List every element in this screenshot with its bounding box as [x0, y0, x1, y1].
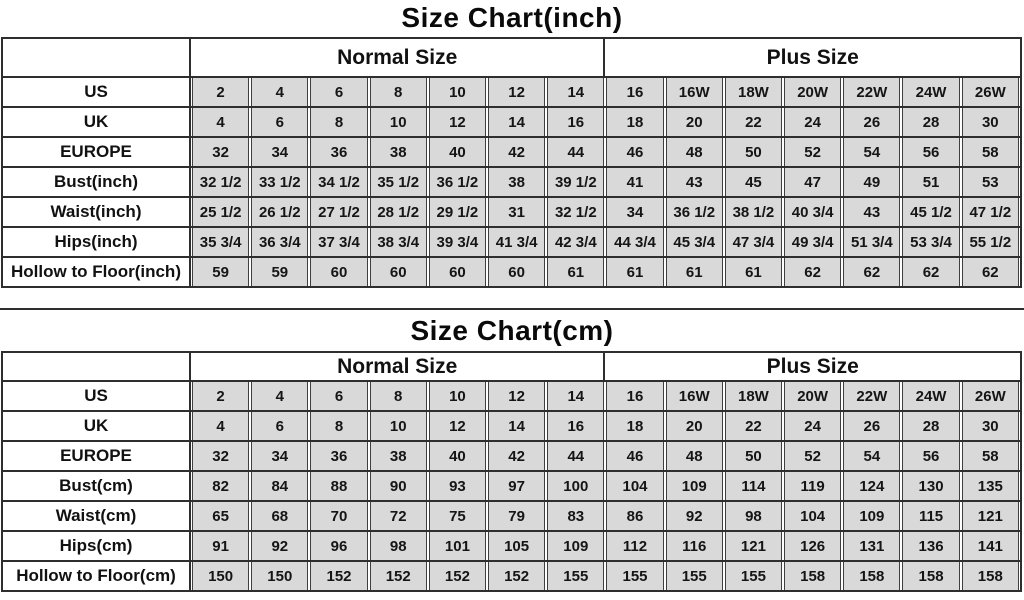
size-cell: 126 — [783, 532, 842, 562]
row-label: Bust(inch) — [3, 168, 191, 198]
size-cell: 18 — [605, 412, 664, 442]
size-cell: 62 — [901, 258, 960, 288]
size-cell: 92 — [665, 502, 724, 532]
size-cell: 47 — [783, 168, 842, 198]
table-row — [3, 108, 1020, 138]
size-cell: 12 — [428, 108, 487, 138]
size-cell: 14 — [487, 108, 546, 138]
group-header-row — [3, 353, 1020, 382]
size-cell: 34 1/2 — [309, 168, 368, 198]
size-cell: 47 1/2 — [961, 198, 1020, 228]
row-label: Waist(inch) — [3, 198, 191, 228]
size-cell: 83 — [546, 502, 605, 532]
size-cell: 100 — [546, 472, 605, 502]
size-cell: 20 — [665, 412, 724, 442]
size-cell: 44 — [546, 442, 605, 472]
size-cell: 22 — [724, 108, 783, 138]
size-cell: 59 — [250, 258, 309, 288]
size-cell: 20W — [783, 382, 842, 412]
size-cell: 135 — [961, 472, 1020, 502]
size-cell: 6 — [250, 412, 309, 442]
size-cell: 47 3/4 — [724, 228, 783, 258]
size-cell: 52 — [783, 442, 842, 472]
size-cell: 112 — [605, 532, 664, 562]
size-cell: 20W — [783, 78, 842, 108]
size-cell: 42 3/4 — [546, 228, 605, 258]
size-cell: 46 — [605, 138, 664, 168]
size-cell: 116 — [665, 532, 724, 562]
size-cell: 16 — [546, 108, 605, 138]
size-cell: 26 — [842, 412, 901, 442]
size-cell: 2 — [191, 78, 250, 108]
size-cell: 60 — [309, 258, 368, 288]
size-cell: 10 — [369, 412, 428, 442]
size-cell: 104 — [605, 472, 664, 502]
size-cell: 72 — [369, 502, 428, 532]
table-row — [3, 258, 1020, 288]
size-cell: 121 — [961, 502, 1020, 532]
size-cell: 38 — [369, 442, 428, 472]
size-cell: 82 — [191, 472, 250, 502]
size-cell: 46 — [605, 442, 664, 472]
size-cell: 155 — [665, 562, 724, 592]
size-cell: 158 — [783, 562, 842, 592]
size-cell: 98 — [724, 502, 783, 532]
size-cell: 150 — [191, 562, 250, 592]
cm-size-table — [1, 351, 1022, 592]
size-cell: 150 — [250, 562, 309, 592]
size-cell: 34 — [250, 442, 309, 472]
size-cell: 24W — [901, 382, 960, 412]
size-cell: 70 — [309, 502, 368, 532]
size-cell: 18 — [605, 108, 664, 138]
size-cell: 32 — [191, 442, 250, 472]
size-cell: 26 — [842, 108, 901, 138]
size-cell: 45 — [724, 168, 783, 198]
size-cell: 61 — [605, 258, 664, 288]
size-cell: 79 — [487, 502, 546, 532]
size-cell: 61 — [724, 258, 783, 288]
row-label: EUROPE — [3, 138, 191, 168]
row-label: Bust(cm) — [3, 472, 191, 502]
row-label: EUROPE — [3, 442, 191, 472]
size-cell: 10 — [369, 108, 428, 138]
inch-chart-title: Size Chart(inch) — [401, 2, 623, 33]
size-cell: 33 1/2 — [250, 168, 309, 198]
size-cell: 14 — [546, 382, 605, 412]
size-cell: 50 — [724, 442, 783, 472]
size-cell: 92 — [250, 532, 309, 562]
size-cell: 98 — [369, 532, 428, 562]
size-cell: 38 3/4 — [369, 228, 428, 258]
size-cell: 68 — [250, 502, 309, 532]
size-cell: 8 — [369, 78, 428, 108]
size-cell: 42 — [487, 442, 546, 472]
row-label: US — [3, 382, 191, 412]
size-cell: 38 1/2 — [724, 198, 783, 228]
size-cell: 55 1/2 — [961, 228, 1020, 258]
row-label: Hips(inch) — [3, 228, 191, 258]
size-cell: 4 — [191, 412, 250, 442]
size-cell: 61 — [546, 258, 605, 288]
row-label: Waist(cm) — [3, 502, 191, 532]
size-cell: 40 — [428, 442, 487, 472]
size-cell: 10 — [428, 78, 487, 108]
size-cell: 26W — [961, 382, 1020, 412]
size-cell: 38 — [369, 138, 428, 168]
size-cell: 4 — [250, 382, 309, 412]
size-cell: 22W — [842, 382, 901, 412]
size-cell: 25 1/2 — [191, 198, 250, 228]
size-cell: 109 — [842, 502, 901, 532]
size-cell: 39 1/2 — [546, 168, 605, 198]
size-cell: 16 — [605, 382, 664, 412]
table-row — [3, 412, 1020, 442]
size-cell: 8 — [309, 108, 368, 138]
size-cell: 152 — [487, 562, 546, 592]
size-cell: 36 — [309, 138, 368, 168]
size-cell: 54 — [842, 442, 901, 472]
size-cell: 41 3/4 — [487, 228, 546, 258]
table-row — [3, 78, 1020, 108]
size-cell: 104 — [783, 502, 842, 532]
size-cell: 24W — [901, 78, 960, 108]
table-row — [3, 532, 1020, 562]
corner-cell — [3, 353, 191, 382]
table-row — [3, 442, 1020, 472]
size-cell: 58 — [961, 138, 1020, 168]
size-cell: 97 — [487, 472, 546, 502]
size-cell: 41 — [605, 168, 664, 198]
row-label: Hollow to Floor(inch) — [3, 258, 191, 288]
row-label: Hips(cm) — [3, 532, 191, 562]
size-cell: 36 3/4 — [250, 228, 309, 258]
size-cell: 136 — [901, 532, 960, 562]
size-cell: 10 — [428, 382, 487, 412]
corner-cell — [3, 39, 191, 78]
size-cell: 56 — [901, 138, 960, 168]
table-row — [3, 382, 1020, 412]
size-cell: 36 1/2 — [665, 198, 724, 228]
size-cell: 16W — [665, 382, 724, 412]
size-cell: 26 1/2 — [250, 198, 309, 228]
table-row — [3, 472, 1020, 502]
size-cell: 24 — [783, 108, 842, 138]
size-cell: 131 — [842, 532, 901, 562]
group-header-plus-size: Plus Size — [605, 39, 1020, 78]
size-cell: 8 — [309, 412, 368, 442]
size-cell: 40 — [428, 138, 487, 168]
size-cell: 75 — [428, 502, 487, 532]
size-cell: 8 — [369, 382, 428, 412]
size-cell: 50 — [724, 138, 783, 168]
size-cell: 51 3/4 — [842, 228, 901, 258]
size-cell: 101 — [428, 532, 487, 562]
row-label: UK — [3, 108, 191, 138]
size-cell: 105 — [487, 532, 546, 562]
table-row — [3, 228, 1020, 258]
size-cell: 59 — [191, 258, 250, 288]
row-label: US — [3, 78, 191, 108]
size-cell: 152 — [309, 562, 368, 592]
size-cell: 29 1/2 — [428, 198, 487, 228]
size-cell: 18W — [724, 78, 783, 108]
size-cell: 45 3/4 — [665, 228, 724, 258]
size-cell: 91 — [191, 532, 250, 562]
group-header-plus-size: Plus Size — [605, 353, 1020, 382]
section-gap — [0, 288, 1024, 308]
size-cell: 38 — [487, 168, 546, 198]
size-cell: 65 — [191, 502, 250, 532]
group-header-normal-size: Normal Size — [191, 353, 605, 382]
size-cell: 155 — [546, 562, 605, 592]
table-row — [3, 168, 1020, 198]
size-cell: 53 — [961, 168, 1020, 198]
size-cell: 119 — [783, 472, 842, 502]
table-row — [3, 502, 1020, 532]
size-cell: 49 3/4 — [783, 228, 842, 258]
size-cell: 54 — [842, 138, 901, 168]
size-cell: 158 — [901, 562, 960, 592]
size-cell: 37 3/4 — [309, 228, 368, 258]
size-cell: 109 — [546, 532, 605, 562]
table-row — [3, 138, 1020, 168]
size-cell: 18W — [724, 382, 783, 412]
size-cell: 34 — [605, 198, 664, 228]
size-cell: 34 — [250, 138, 309, 168]
size-cell: 121 — [724, 532, 783, 562]
size-cell: 24 — [783, 412, 842, 442]
size-cell: 28 — [901, 412, 960, 442]
size-cell: 53 3/4 — [901, 228, 960, 258]
size-cell: 96 — [309, 532, 368, 562]
table-row — [3, 562, 1020, 592]
size-cell: 16W — [665, 78, 724, 108]
size-cell: 43 — [842, 198, 901, 228]
size-cell: 45 1/2 — [901, 198, 960, 228]
size-cell: 32 1/2 — [546, 198, 605, 228]
size-cell: 32 — [191, 138, 250, 168]
size-cell: 49 — [842, 168, 901, 198]
size-cell: 6 — [309, 78, 368, 108]
size-cell: 90 — [369, 472, 428, 502]
row-label: Hollow to Floor(cm) — [3, 562, 191, 592]
size-cell: 43 — [665, 168, 724, 198]
size-cell: 28 1/2 — [369, 198, 428, 228]
size-cell: 114 — [724, 472, 783, 502]
size-cell: 84 — [250, 472, 309, 502]
cm-chart-section — [0, 310, 1024, 592]
size-cell: 56 — [901, 442, 960, 472]
size-cell: 52 — [783, 138, 842, 168]
table-row — [3, 198, 1020, 228]
size-cell: 30 — [961, 108, 1020, 138]
size-cell: 60 — [428, 258, 487, 288]
size-cell: 152 — [369, 562, 428, 592]
size-cell: 16 — [605, 78, 664, 108]
size-cell: 124 — [842, 472, 901, 502]
size-cell: 48 — [665, 442, 724, 472]
size-cell: 42 — [487, 138, 546, 168]
size-cell: 27 1/2 — [309, 198, 368, 228]
inch-chart-section — [0, 0, 1024, 288]
size-cell: 62 — [961, 258, 1020, 288]
size-cell: 12 — [487, 382, 546, 412]
size-cell: 2 — [191, 382, 250, 412]
size-cell: 6 — [250, 108, 309, 138]
size-cell: 61 — [665, 258, 724, 288]
size-cell: 36 1/2 — [428, 168, 487, 198]
inch-size-table — [1, 37, 1022, 288]
size-cell: 39 3/4 — [428, 228, 487, 258]
size-cell: 4 — [191, 108, 250, 138]
row-label: UK — [3, 412, 191, 442]
size-cell: 12 — [487, 78, 546, 108]
size-cell: 22 — [724, 412, 783, 442]
size-cell: 16 — [546, 412, 605, 442]
size-cell: 158 — [961, 562, 1020, 592]
size-cell: 48 — [665, 138, 724, 168]
size-cell: 130 — [901, 472, 960, 502]
size-cell: 44 — [546, 138, 605, 168]
size-cell: 60 — [369, 258, 428, 288]
size-cell: 40 3/4 — [783, 198, 842, 228]
size-cell: 4 — [250, 78, 309, 108]
size-cell: 31 — [487, 198, 546, 228]
size-cell: 86 — [605, 502, 664, 532]
size-cell: 109 — [665, 472, 724, 502]
size-cell: 14 — [487, 412, 546, 442]
size-cell: 32 1/2 — [191, 168, 250, 198]
size-cell: 6 — [309, 382, 368, 412]
size-cell: 115 — [901, 502, 960, 532]
size-cell: 14 — [546, 78, 605, 108]
size-cell: 35 1/2 — [369, 168, 428, 198]
group-header-row — [3, 39, 1020, 78]
size-cell: 28 — [901, 108, 960, 138]
size-cell: 12 — [428, 412, 487, 442]
size-cell: 152 — [428, 562, 487, 592]
size-cell: 93 — [428, 472, 487, 502]
cm-chart-title: Size Chart(cm) — [410, 315, 614, 346]
size-cell: 158 — [842, 562, 901, 592]
size-cell: 22W — [842, 78, 901, 108]
group-header-normal-size: Normal Size — [191, 39, 605, 78]
size-cell: 44 3/4 — [605, 228, 664, 258]
size-cell: 60 — [487, 258, 546, 288]
size-cell: 88 — [309, 472, 368, 502]
size-cell: 58 — [961, 442, 1020, 472]
size-cell: 62 — [783, 258, 842, 288]
size-cell: 62 — [842, 258, 901, 288]
size-cell: 35 3/4 — [191, 228, 250, 258]
size-cell: 20 — [665, 108, 724, 138]
size-cell: 26W — [961, 78, 1020, 108]
size-cell: 155 — [605, 562, 664, 592]
size-cell: 36 — [309, 442, 368, 472]
size-cell: 30 — [961, 412, 1020, 442]
size-cell: 155 — [724, 562, 783, 592]
size-cell: 141 — [961, 532, 1020, 562]
size-cell: 51 — [901, 168, 960, 198]
